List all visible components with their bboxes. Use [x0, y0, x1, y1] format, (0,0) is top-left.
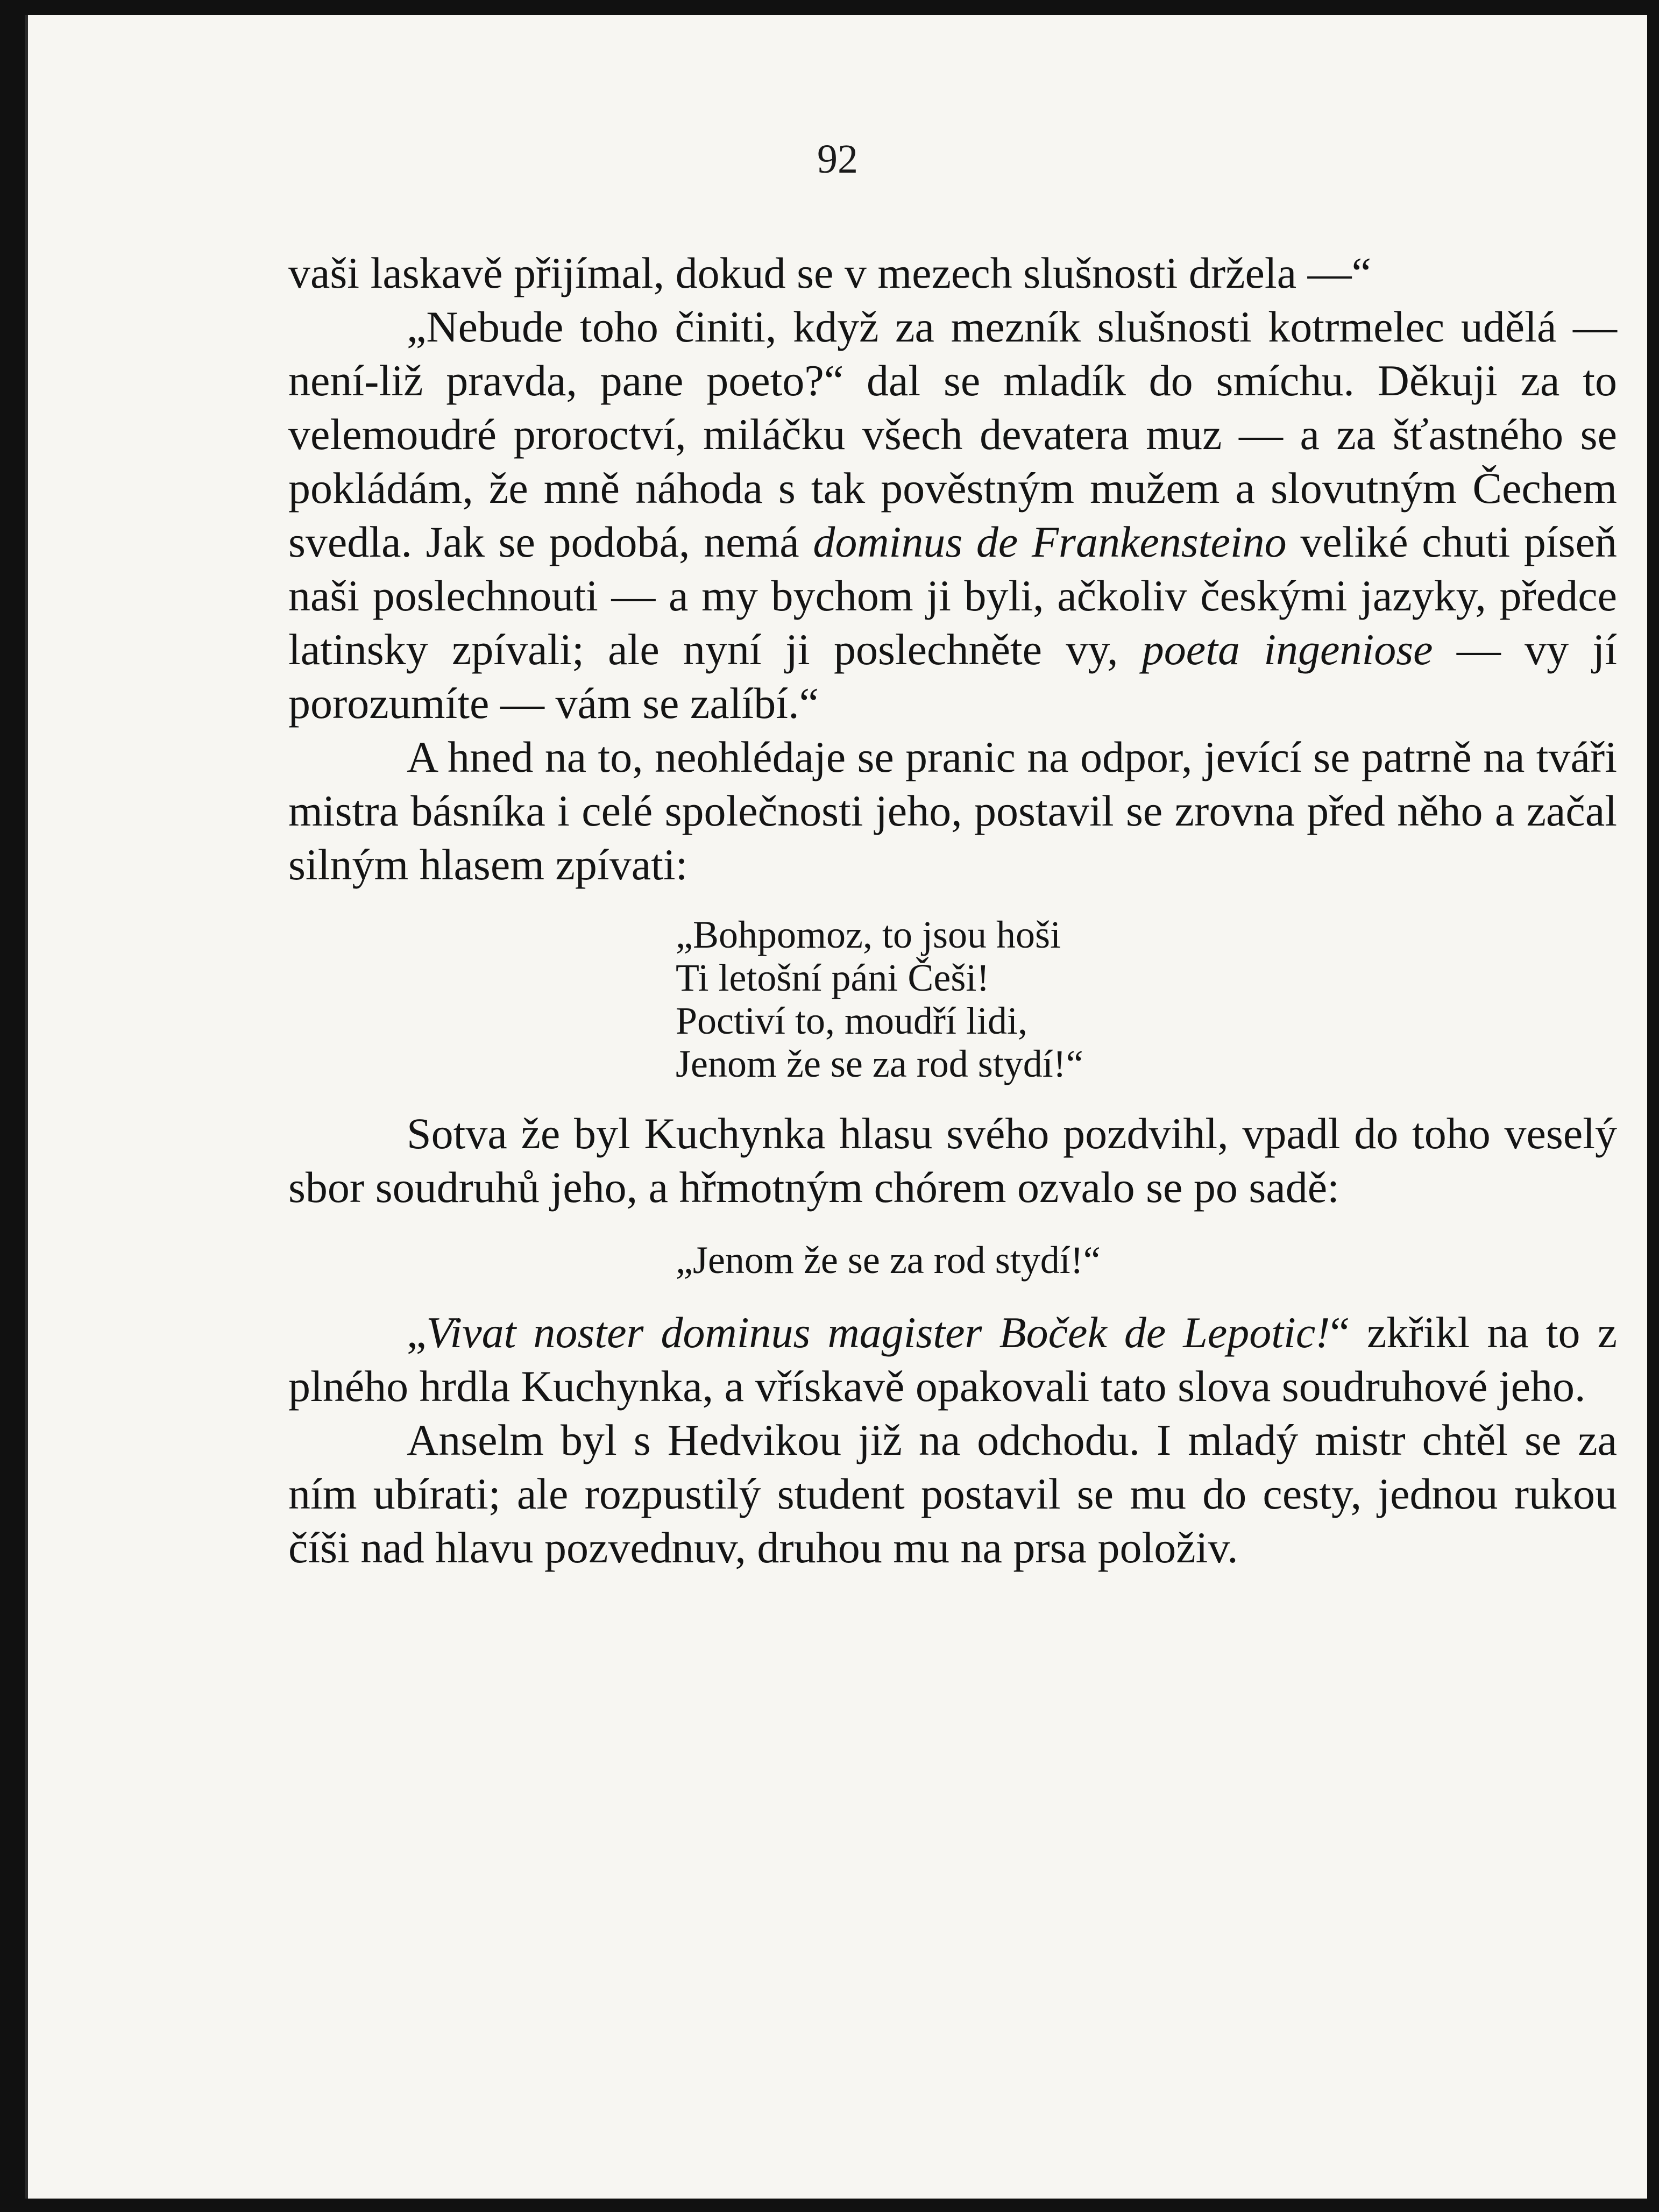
paragraph-1: vaši laskavě přijímal, dokud se v mezech slušnosti držela —“ [288, 248, 1372, 297]
paragraph-2-part-c: — vy jí porozumíte — vám se zalíbí.“ [288, 625, 1617, 728]
paragraph-2-part-b: veliké chuti píseň naši poslechnouti — a my bychom ji byli, ačkoliv českými jazyky, předce latinsky zpívali; ale nyní ji poslechněte vy, [288, 517, 1617, 674]
paragraph-2-part-a: „Nebude toho činiti, když za mezník slušnosti kotrmelec udělá — není-liž pravda, pane poeto?“ dal se mladík do smíchu. Děkuji za to velemoudré proroctví, miláčku všech devatera muz — a za šťastného se pokládám, že mně náhoda s tak pověstným mužem a slovutným Čechem svedla. Jak se podobá, nemá [288, 302, 1617, 566]
paragraph-5-open-quote: „ [407, 1308, 427, 1357]
paragraph-5 [288, 1306, 1617, 1413]
paragraph-3: A hned na to, neohlédaje se pranic na odpor, jevící se patrně na tváři mistra básníka i celé společnosti jeho, postavil se zrovna před něho a začal silným hlasem zpívati: [288, 732, 1617, 889]
paragraph-5-rest: “ zkřikl na to z plného hrdla Kuchynka, a vřískavě opakovali tato slova soudruhové jeho. [288, 1308, 1617, 1411]
verse-line: Poctiví to, moudří lidi, [676, 999, 1028, 1042]
paragraph-5-latin: Vivat noster dominus magister Boček de Lepotic! [426, 1308, 1330, 1357]
paragraph-4: Sotva že byl Kuchynka hlasu svého pozdvihl, vpadl do toho veselý sbor soudruhů jeho, a hřmotným chórem ozvalo se po sadě: [288, 1109, 1617, 1212]
song-refrain: „Jenom že se za rod stydí!“ [676, 1239, 1101, 1282]
song-verse [676, 913, 1617, 1085]
paragraph-6: Anselm byl s Hedvikou již na odchodu. I mladý mistr chtěl se za ním ubírati; ale rozpustilý student postavil se mu do cesty, jednou rukou číši nad hlavu pozvednuv, druhou mu na prsa položiv. [288, 1416, 1617, 1572]
paragraph-2-latin-1: dominus de Frankensteino [813, 517, 1287, 566]
page-number: 92 [817, 137, 858, 182]
book-page [25, 15, 1647, 2199]
page-body [288, 246, 1617, 1575]
verse-line: „Bohpomoz, to jsou hoši [676, 913, 1061, 956]
paragraph-2 [288, 300, 1617, 730]
paragraph-2-latin-2: poeta ingeniose [1142, 625, 1433, 674]
verse-line: Ti letošní páni Češi! [676, 956, 990, 999]
verse-line: Jenom že se za rod stydí!“ [676, 1042, 1083, 1085]
